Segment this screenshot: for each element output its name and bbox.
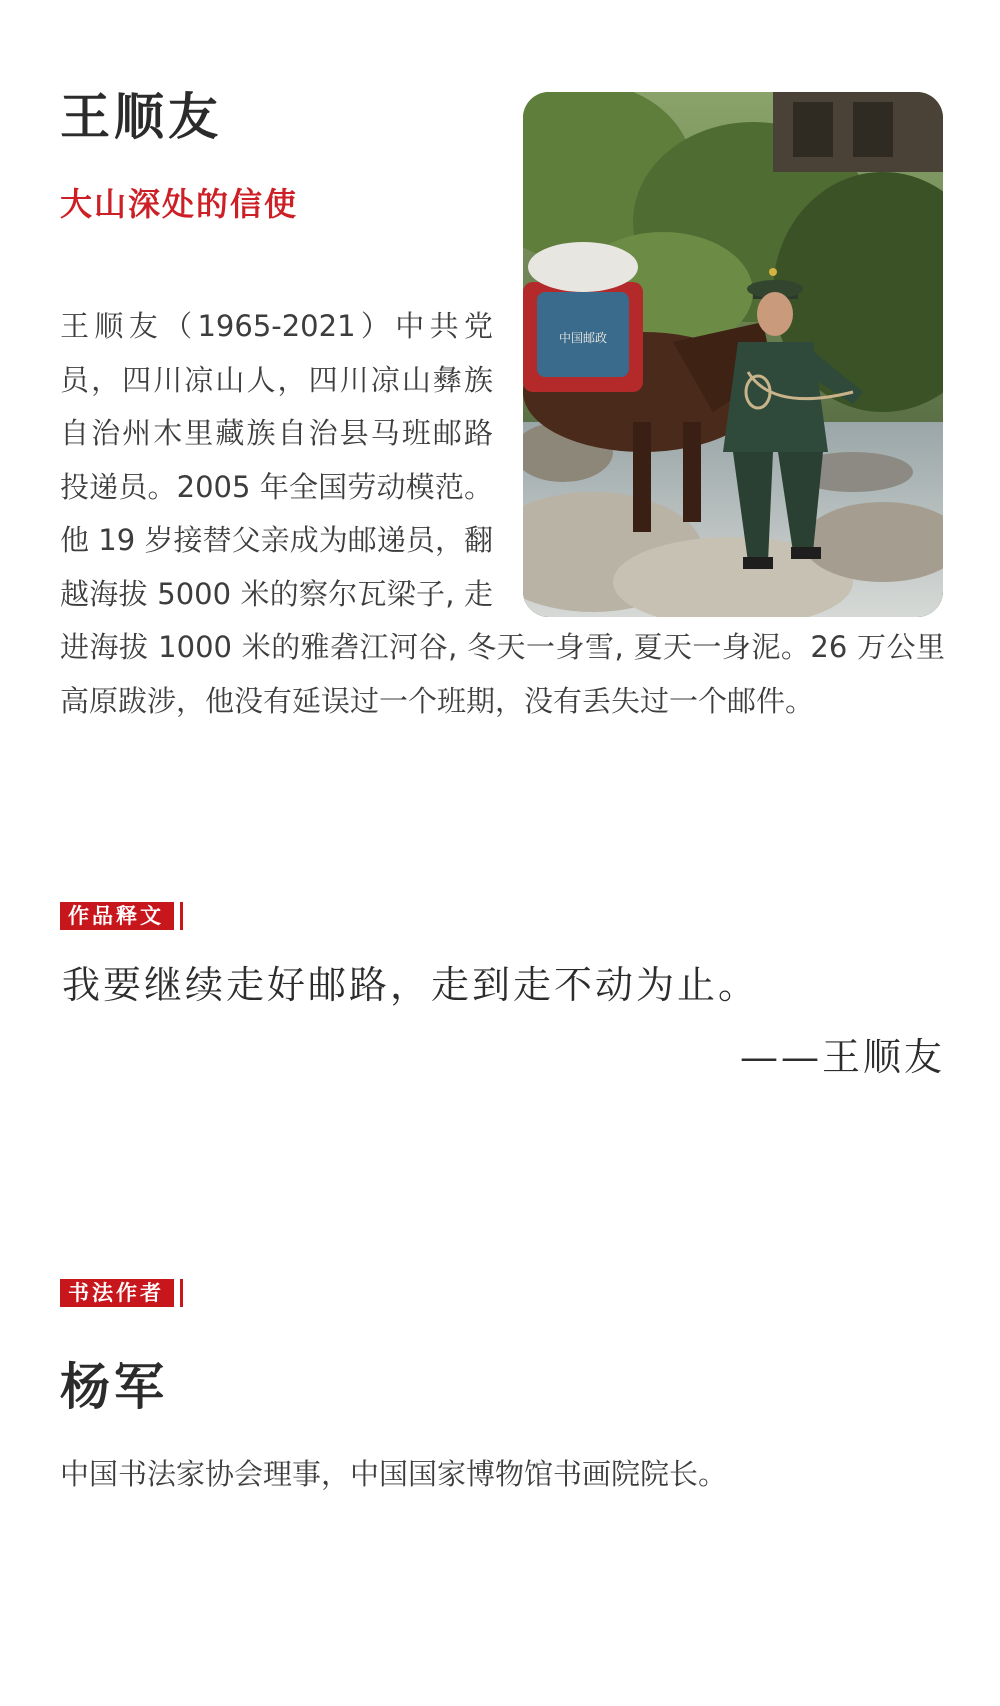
- work-tag-bar: [180, 902, 183, 930]
- calligraphy-quote: 我要继续走好邮路，走到走不动为止。: [62, 963, 760, 1007]
- profile-subtitle: 大山深处的信使: [60, 185, 299, 223]
- photo-float-spacer: [493, 300, 945, 620]
- calligrapher-tag-bar: [180, 1279, 183, 1307]
- calligrapher-section-tag: [60, 1279, 183, 1307]
- quote-attribution: ——王顺友: [739, 1035, 945, 1079]
- work-tag-label: 作品释文: [60, 902, 174, 930]
- calligrapher-tag-label: 书法作者: [60, 1279, 174, 1307]
- calligrapher-description: 中国书法家协会理事，中国国家博物馆书画院院长。: [60, 1457, 728, 1491]
- bio-text: 王顺友（1965-2021）中共党员，四川凉山人，四川凉山彝族自治州木里藏族自治县马班邮路投递员。2005 年全国劳动模范。他 19 岁接替父亲成为邮递员，翻越海拔 5000 米的察尔瓦梁子, 走进海拔 1000 米的雅砻江河谷, 冬天一身雪, 夏天一身泥。26 万公里高原跋涉，他没有延误过一个班期，没有丢失过一个邮件。: [60, 309, 945, 718]
- bag-label: 中国邮政: [558, 331, 608, 345]
- calligrapher-name: 杨军: [60, 1358, 168, 1416]
- bio-section: [60, 300, 945, 728]
- profile-name: 王顺友: [60, 88, 222, 146]
- work-section-tag: [60, 902, 183, 930]
